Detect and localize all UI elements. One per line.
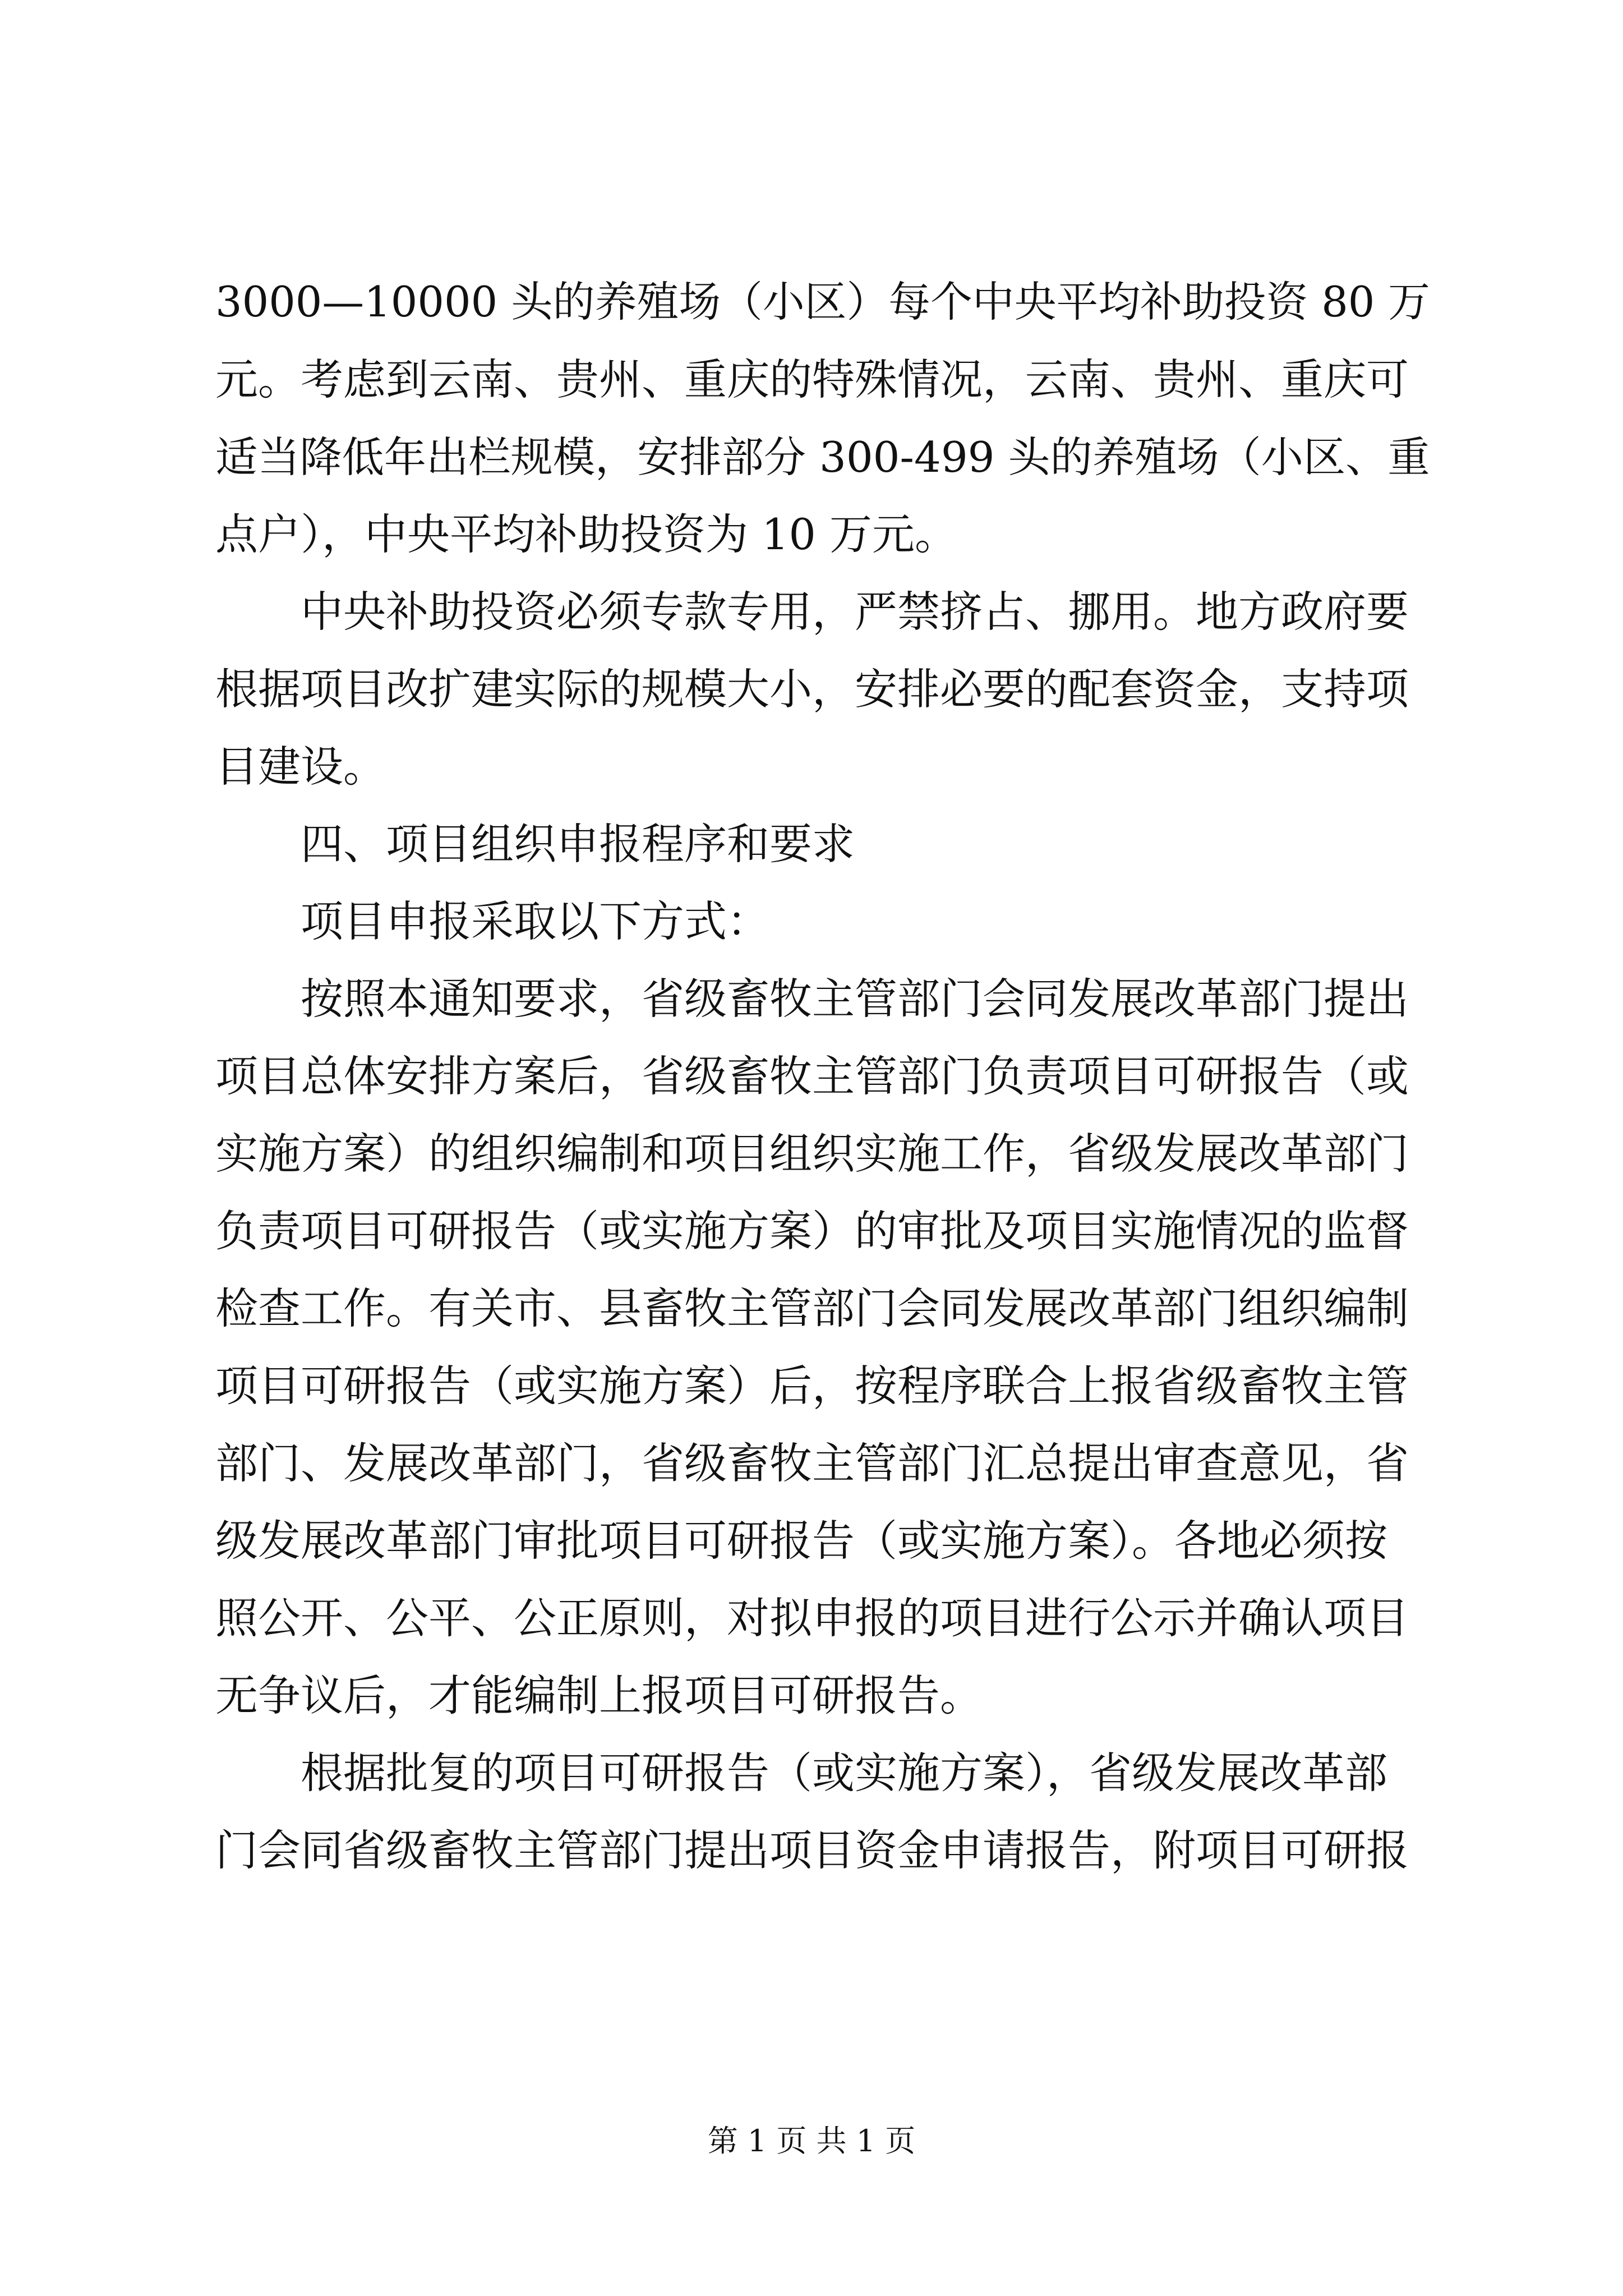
document-page (215, 264, 1430, 1889)
text-line: 元。考虑到云南、贵州、重庆的特殊情况，云南、贵州、重庆可 (215, 355, 1409, 404)
text-line: 目建设。 (215, 742, 386, 792)
text-line: 适当降低年出栏规模，安排部分 300-499 头的养殖场（小区、重 (215, 432, 1430, 482)
paragraph-application-intro (215, 883, 1430, 960)
paragraph-subsidy-scale (215, 264, 1430, 573)
text-line: 检查工作。有关市、县畜牧主管部门会同发展改革部门组织编制 (215, 1283, 1409, 1333)
text-line: 根据批复的项目可研报告（或实施方案），省级发展改革部 (301, 1748, 1387, 1798)
text-line: 根据项目改扩建实际的规模大小，安排必要的配套资金，支持项 (215, 664, 1409, 714)
text-line: 负责项目可研报告（或实施方案）的审批及项目实施情况的监督 (215, 1206, 1409, 1256)
text-line: 部门、发展改革部门，省级畜牧主管部门汇总提出审查意见，省 (215, 1438, 1409, 1488)
text-line: 项目总体安排方案后，省级畜牧主管部门负责项目可研报告（或 (215, 1051, 1409, 1101)
paragraph-fund-application (215, 1734, 1430, 1889)
text-line: 点户），中央平均补助投资为 10 万元。 (215, 509, 958, 559)
paragraph-application-procedure (215, 960, 1430, 1734)
text-line: 无争议后，才能编制上报项目可研报告。 (215, 1671, 983, 1720)
paragraph-funding-rules (215, 573, 1430, 806)
text-line: 实施方案）的组织编制和项目组织实施工作，省级发展改革部门 (215, 1129, 1409, 1179)
text-line: 中央补助投资必须专款专用，严禁挤占、挪用。地方政府要 (301, 587, 1409, 637)
text-line: 3000—10000 头的养殖场（小区）每个中央平均补助投资 80 万 (215, 278, 1430, 326)
text-line: 门会同省级畜牧主管部门提出项目资金申请报告，附项目可研报 (215, 1825, 1409, 1875)
page-number-footer: 第 1 页 共 1 页 (707, 2123, 916, 2159)
text-line: 按照本通知要求，省级畜牧主管部门会同发展改革部门提出 (301, 974, 1409, 1024)
text-line: 项目申报采取以下方式： (301, 896, 769, 946)
section-heading (215, 806, 1430, 883)
text-line: 项目可研报告（或实施方案）后，按程序联合上报省级畜牧主管 (215, 1361, 1409, 1411)
text-line: 四、项目组织申报程序和要求 (301, 819, 855, 869)
text-line: 照公开、公平、公正原则，对拟申报的项目进行公示并确认项目 (215, 1593, 1409, 1643)
text-line: 级发展改革部门审批项目可研报告（或实施方案）。各地必须按 (215, 1516, 1387, 1566)
